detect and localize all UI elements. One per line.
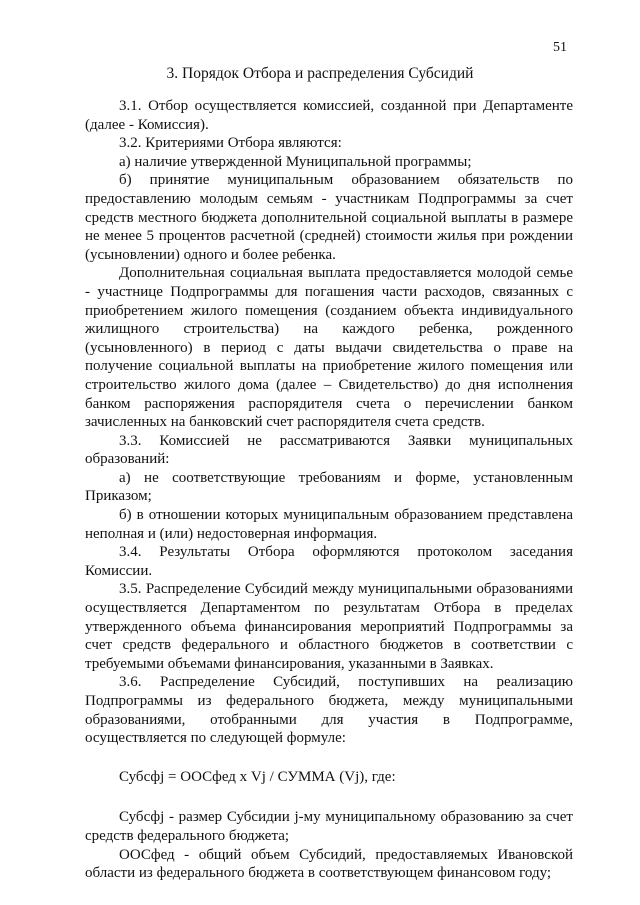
- paragraph-3-6: 3.6. Распределение Субсидий, поступивших на реализацию Подпрограммы из федерального бюджета, между муниципальными образованиями, отобранными для участия в Подпрограмме, осуществляется по следующей формуле:: [85, 674, 573, 747]
- paragraph-3-1: 3.1. Отбор осуществляется комиссией, созданной при Департаменте (далее - Комиссия).: [85, 98, 573, 133]
- paragraph-3-2: 3.2. Критериями Отбора являются:: [119, 135, 342, 152]
- criterion-b: б) принятие муниципальным образованием обязательств по предоставлению молодым семьям - участникам Подпрограммы за счет средств местного бюджета дополнительной социальной выплаты в размере не менее 5 процентов расчетной (средней) стоимости жилья при рождении (усыновлении) одного и более ребенка.: [85, 172, 573, 263]
- rejection-a: а) не соответствующие требованиям и форме, установленным Приказом;: [85, 469, 573, 505]
- page-number: 51: [553, 40, 567, 55]
- paragraph-3-5: 3.5. Распределение Субсидий между муниципальными образованиями осуществляется Департаментом по результатам Отбора в пределах утвержденного объема финансирования мероприятий Подпрограммы за счет средств федерального и областного бюджетов в соответствии с требуемыми объемами финансирования, указанными в Заявках.: [85, 581, 573, 672]
- paragraph-3-3: 3.3. Комиссией не рассматриваются Заявки муниципальных образований:: [85, 432, 573, 468]
- definition-oosfed: ООСфед - общий объем Субсидий, предоставляемых Ивановской области из федерального бюджета в соответствующем финансовом году;: [85, 846, 573, 882]
- definition-subsfj: Субсфj - размер Субсидии j-му муниципальному образованию за счет средств федерального бюджета;: [85, 809, 573, 844]
- paragraph-3-4: 3.4. Результаты Отбора оформляются протоколом заседания Комиссии.: [85, 544, 573, 579]
- document-body: [85, 97, 573, 883]
- criterion-a: а) наличие утвержденной Муниципальной программы;: [119, 153, 472, 170]
- rejection-b: б) в отношении которых муниципальным образованием представлена неполная и (или) недостоверная информация.: [85, 507, 573, 542]
- paragraph-additional-payment: Дополнительная социальная выплата предоставляется молодой семье - участнице Подпрограммы для погашения части расходов, связанных с приобретением жилого помещения (созданием объекта индивидуального жилищного строительства) на каждого ребенка, рожденного (усыновленного) в период с даты выдачи свидетельства о праве на получение социальной выплаты на приобретение жилого помещения или строительство жилого дома (далее – Свидетельство) до дня исполнения банком распоряжения распорядителя счета о перечислении банком зачисленных на банковский счет распорядителя счета средств.: [85, 265, 573, 431]
- section-heading: 3. Порядок Отбора и распределения Субсидий: [166, 65, 474, 82]
- distribution-formula: Субсфj = ООСфед х Vj / СУММА (Vj), где:: [119, 768, 396, 785]
